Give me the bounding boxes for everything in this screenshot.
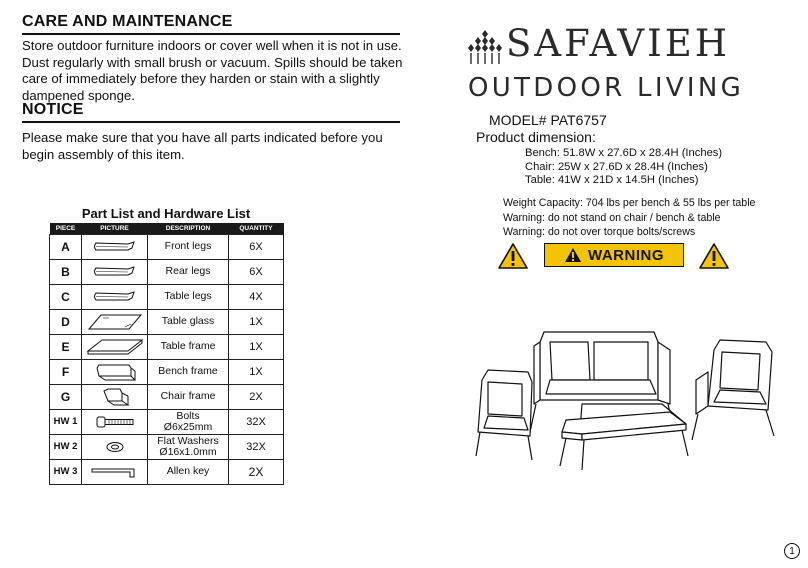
care-line: Store outdoor furniture indoors or cover well when it is not in use. bbox=[22, 38, 402, 53]
part-quantity: 1X bbox=[229, 309, 284, 334]
table-frame-icon bbox=[86, 338, 144, 356]
warning-triangle-icon bbox=[497, 242, 529, 270]
warning-list bbox=[503, 196, 755, 240]
part-picture bbox=[82, 434, 148, 459]
column-header: PIECE bbox=[50, 223, 82, 234]
warning-triangle-icon bbox=[564, 247, 582, 263]
piece-id: E bbox=[50, 334, 82, 359]
care-line: dampened sponge. bbox=[22, 87, 135, 103]
part-description-size: Ø6x25mm bbox=[163, 420, 213, 433]
column-header: PICTURE bbox=[82, 223, 148, 234]
notice-line: Please make sure that you have all parts indicated before you bbox=[22, 130, 383, 145]
piece-id: B bbox=[50, 259, 82, 284]
part-description: Table glass bbox=[148, 309, 229, 334]
warning-line: Warning: do not stand on chair / bench & table bbox=[503, 211, 721, 224]
part-quantity: 32X bbox=[229, 434, 284, 459]
table-row bbox=[50, 384, 284, 409]
part-picture bbox=[82, 334, 148, 359]
table-row bbox=[50, 259, 284, 284]
part-quantity: 2X bbox=[229, 384, 284, 409]
part-picture bbox=[82, 284, 148, 309]
care-line: care of immediately before they harden or stain with a slightly bbox=[22, 71, 380, 86]
brand-logo-icon bbox=[465, 29, 505, 65]
leg-icon bbox=[92, 240, 138, 254]
furniture-set-illustration bbox=[470, 320, 790, 480]
table-row bbox=[50, 334, 284, 359]
part-quantity: 6X bbox=[229, 234, 284, 259]
parts-header-row bbox=[50, 223, 284, 234]
piece-id: F bbox=[50, 359, 82, 384]
part-quantity: 2X bbox=[229, 459, 284, 484]
warning-badge-label: WARNING bbox=[588, 246, 664, 264]
table-row bbox=[50, 459, 284, 484]
warning-badge bbox=[544, 243, 684, 267]
part-picture bbox=[82, 359, 148, 384]
warning-line: Weight Capacity: 704 lbs per bench & 55 lbs per table bbox=[503, 197, 756, 209]
part-quantity: 1X bbox=[229, 334, 284, 359]
glass-icon bbox=[87, 313, 143, 331]
piece-id: G bbox=[50, 384, 82, 409]
column-header: QUANTITY bbox=[229, 223, 284, 234]
piece-id: HW 1 bbox=[50, 409, 82, 434]
table-row bbox=[50, 234, 284, 259]
dimension-line: Table: 41W x 21D x 14.5H (Inches) bbox=[525, 174, 699, 186]
part-picture bbox=[82, 234, 148, 259]
care-rule bbox=[22, 33, 400, 35]
dimension-list bbox=[525, 147, 722, 188]
dimension-label: Product dimension: bbox=[476, 129, 596, 145]
parts-table bbox=[49, 223, 284, 485]
notice-rule bbox=[22, 121, 400, 123]
part-picture bbox=[82, 309, 148, 334]
part-picture bbox=[82, 259, 148, 284]
part-picture bbox=[82, 459, 148, 484]
part-description bbox=[148, 434, 229, 459]
part-quantity: 32X bbox=[229, 409, 284, 434]
part-picture bbox=[82, 409, 148, 434]
part-description-size: Ø16x1.0mm bbox=[159, 445, 217, 458]
part-description-name: Flat Washers bbox=[157, 434, 219, 447]
notice-heading: NOTICE bbox=[22, 101, 84, 118]
column-header: DESCRIPTION bbox=[148, 223, 229, 234]
table-row bbox=[50, 284, 284, 309]
table-row bbox=[50, 409, 284, 434]
parts-table-title: Part List and Hardware List bbox=[81, 206, 251, 221]
part-description: Bench frame bbox=[148, 359, 229, 384]
warning-triangle-icon bbox=[698, 242, 730, 270]
dimension-line: Bench: 51.8W x 27.6D x 28.4H (Inches) bbox=[525, 147, 723, 159]
page-number: 1 bbox=[784, 543, 800, 559]
leg-icon bbox=[92, 290, 138, 304]
part-description: Rear legs bbox=[148, 259, 229, 284]
part-description-name: Bolts bbox=[176, 409, 200, 422]
part-description: Front legs bbox=[148, 234, 229, 259]
dimension-line: Chair: 25W x 27.6D x 28.4H (Inches) bbox=[525, 160, 708, 173]
brand-name: SAFAVIEH bbox=[506, 22, 731, 65]
warning-line: Warning: do not over torque bolts/screws bbox=[503, 226, 696, 238]
care-heading: CARE AND MAINTENANCE bbox=[22, 13, 233, 30]
part-description bbox=[148, 409, 229, 434]
model-number: MODEL# PAT6757 bbox=[489, 112, 607, 128]
part-quantity: 4X bbox=[229, 284, 284, 309]
piece-id: D bbox=[50, 309, 82, 334]
leg-icon bbox=[92, 265, 138, 279]
notice-text bbox=[22, 130, 422, 163]
part-description: Allen key bbox=[148, 459, 229, 484]
notice-line: begin assembly of this item. bbox=[22, 146, 185, 162]
part-description: Table legs bbox=[148, 284, 229, 309]
part-quantity: 1X bbox=[229, 359, 284, 384]
allen-key-icon bbox=[90, 466, 140, 478]
piece-id: A bbox=[50, 234, 82, 259]
brand-subtitle: OUTDOOR LIVING bbox=[468, 73, 745, 103]
chair-frame-icon bbox=[100, 387, 130, 407]
care-text bbox=[22, 38, 422, 104]
table-row bbox=[50, 359, 284, 384]
part-description: Table frame bbox=[148, 334, 229, 359]
part-quantity: 6X bbox=[229, 259, 284, 284]
bench-frame-icon bbox=[93, 362, 137, 382]
care-line: Dust regularly with small brush or vacuum. Spills should be taken bbox=[22, 54, 403, 70]
piece-id: HW 2 bbox=[50, 434, 82, 459]
washer-icon bbox=[105, 441, 125, 453]
piece-id: HW 3 bbox=[50, 459, 82, 484]
bolt-icon bbox=[95, 416, 135, 428]
part-description: Chair frame bbox=[148, 384, 229, 409]
table-row bbox=[50, 434, 284, 459]
part-picture bbox=[82, 384, 148, 409]
piece-id: C bbox=[50, 284, 82, 309]
table-row bbox=[50, 309, 284, 334]
